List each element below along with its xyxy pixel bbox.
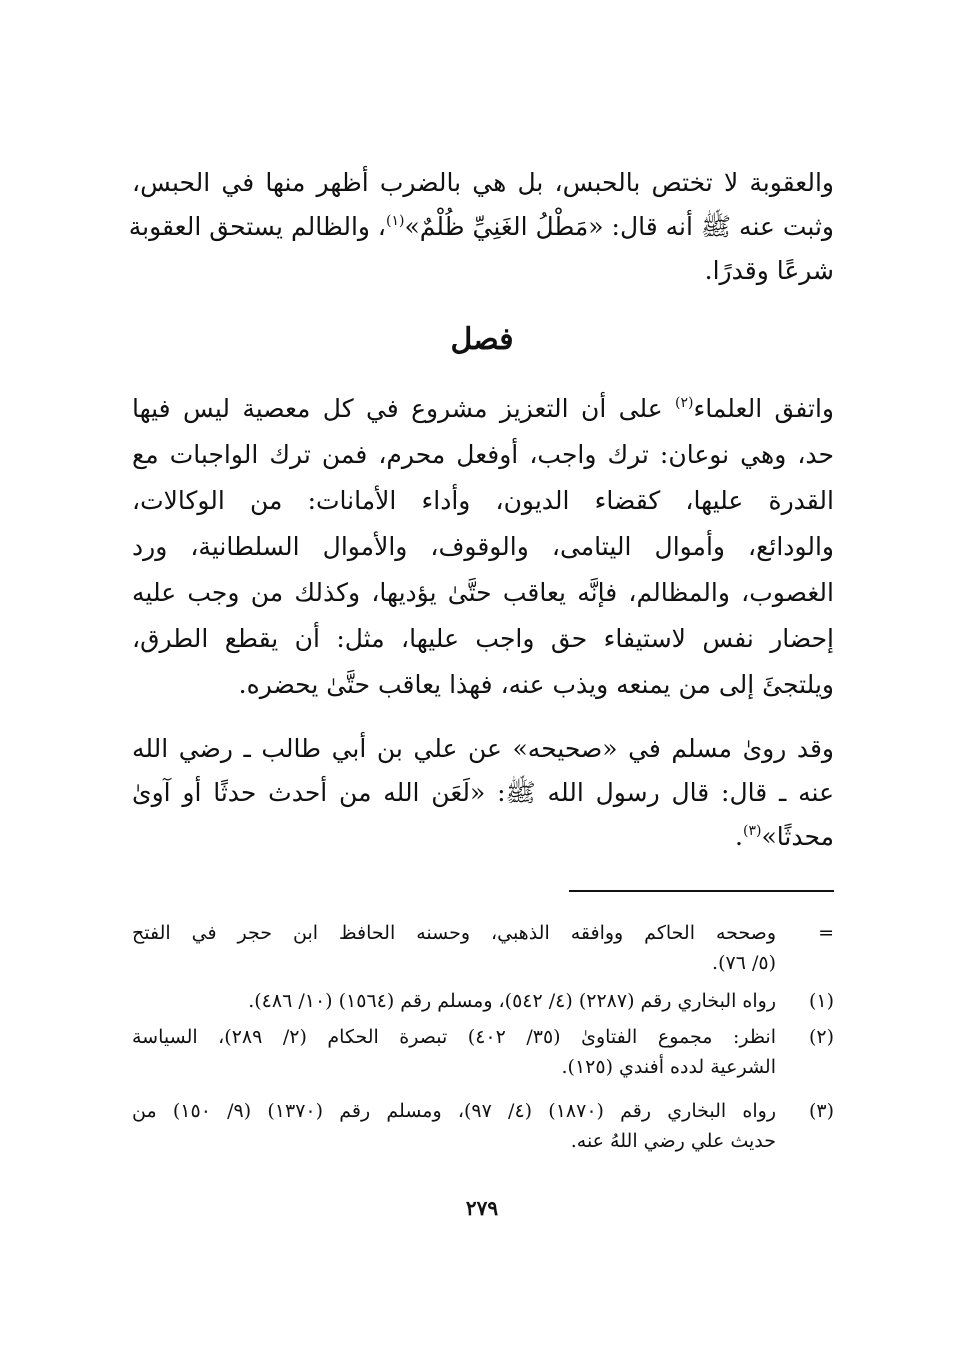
footnote-2-number: (٢) xyxy=(808,1026,834,1048)
footnote-separator xyxy=(569,890,834,892)
footnote-1-number: (١) xyxy=(808,990,834,1012)
paragraph2-line2: حد، وهي نوعان: ترك واجب، أوفعل محرم، فمن ترك الواجبات مع xyxy=(132,440,834,469)
paragraph2-line1 xyxy=(132,392,834,426)
footnote-2 xyxy=(132,1022,834,1082)
footnote-continuation-line1: وصححه الحاكم ووافقه الذهبي، وحسنه الحافظ ابن حجر في الفتح xyxy=(132,922,776,944)
paragraph2-line3: القدرة عليها، كقضاء الديون، وأداء الأمانات: من الوكالات، xyxy=(132,486,834,515)
paragraph1-line2 xyxy=(128,210,834,244)
footnote-3 xyxy=(132,1096,834,1156)
paragraph3-line3-text-b: . xyxy=(735,822,743,851)
footnote-continuation-marker: = xyxy=(818,922,834,944)
paragraph2-line4: والودائع، وأموال اليتامى، والوقوف، والأموال السلطانية، ورد xyxy=(132,532,834,561)
paragraph3-line2: عنه ـ قال: قال رسول الله ﷺ: «لَعَن الله من أحدث حدثًا أو آوىٰ xyxy=(132,778,834,807)
footnote-continuation-line2: (٥/ ٧٦). xyxy=(712,952,776,974)
footnote-3-line2: حديث علي رضي اللهُ عنه. xyxy=(570,1130,776,1152)
footnote-1 xyxy=(132,986,834,1016)
footnote-continuation xyxy=(132,918,834,978)
section-heading: فصل xyxy=(450,322,514,357)
paragraph1-line2-text-b: ، والظالم يستحق العقوبة xyxy=(128,212,386,241)
paragraph3-line3-text-a: محدثًا» xyxy=(761,822,834,851)
paragraph3-line3 xyxy=(735,820,834,854)
footnote-ref-3: (٣) xyxy=(743,823,762,839)
paragraph1-line3: شرعًا وقدرًا. xyxy=(704,256,834,285)
paragraph2-line1-text-b: على أن التعزيز مشروع في كل معصية ليس فيها xyxy=(132,394,675,423)
footnote-ref-2: (٢) xyxy=(674,395,694,411)
footnote-2-line2: الشرعية لدده أفندي (١٢٥). xyxy=(561,1056,776,1078)
paragraph1-line2-text-a: وثبت عنه ﷺ أنه قال: «مَطْلُ الغَنِيِّ ظُلْمٌ» xyxy=(404,212,834,241)
page-number: ٢٧٩ xyxy=(465,1196,499,1220)
paragraph2-line1-text-a: واتفق العلماء xyxy=(693,394,834,423)
paragraph1-line1: والعقوبة لا تختص بالحبس، بل هي بالضرب أظهر منها في الحبس، xyxy=(132,168,834,197)
paragraph2-line6: إحضار نفس لاستيفاء حق واجب عليها، مثل: أن يقطع الطرق، xyxy=(132,624,834,653)
footnote-2-line1: انظر: مجموع الفتاوىٰ (٣٥/ ٤٠٢) تبصرة الحكام (٢/ ٢٨٩)، السياسة xyxy=(132,1026,776,1048)
footnote-3-number: (٣) xyxy=(808,1100,834,1122)
footnote-ref-1: (١) xyxy=(386,213,405,229)
paragraph2-line5: الغصوب، والمظالم، فإنَّه يعاقب حتَّىٰ يؤديها، وكذلك من وجب عليه xyxy=(132,578,834,607)
footnote-3-line1: رواه البخاري رقم (١٨٧٠) (٤/ ٩٧)، ومسلم رقم (١٣٧٠) (٩/ ١٥٠) من xyxy=(132,1100,776,1122)
paragraph3-line1: وقد روىٰ مسلم في «صحيحه» عن علي بن أبي طالب ـ رضي الله xyxy=(132,734,834,763)
footnote-1-line1: رواه البخاري رقم (٢٢٨٧) (٤/ ٥٤٢)، ومسلم رقم (١٥٦٤) (١٠/ ٤٨٦). xyxy=(248,990,776,1012)
paragraph2-line7: ويلتجئَ إلى من يمنعه ويذب عنه، فهذا يعاقب حتَّىٰ يحضره. xyxy=(238,670,834,699)
